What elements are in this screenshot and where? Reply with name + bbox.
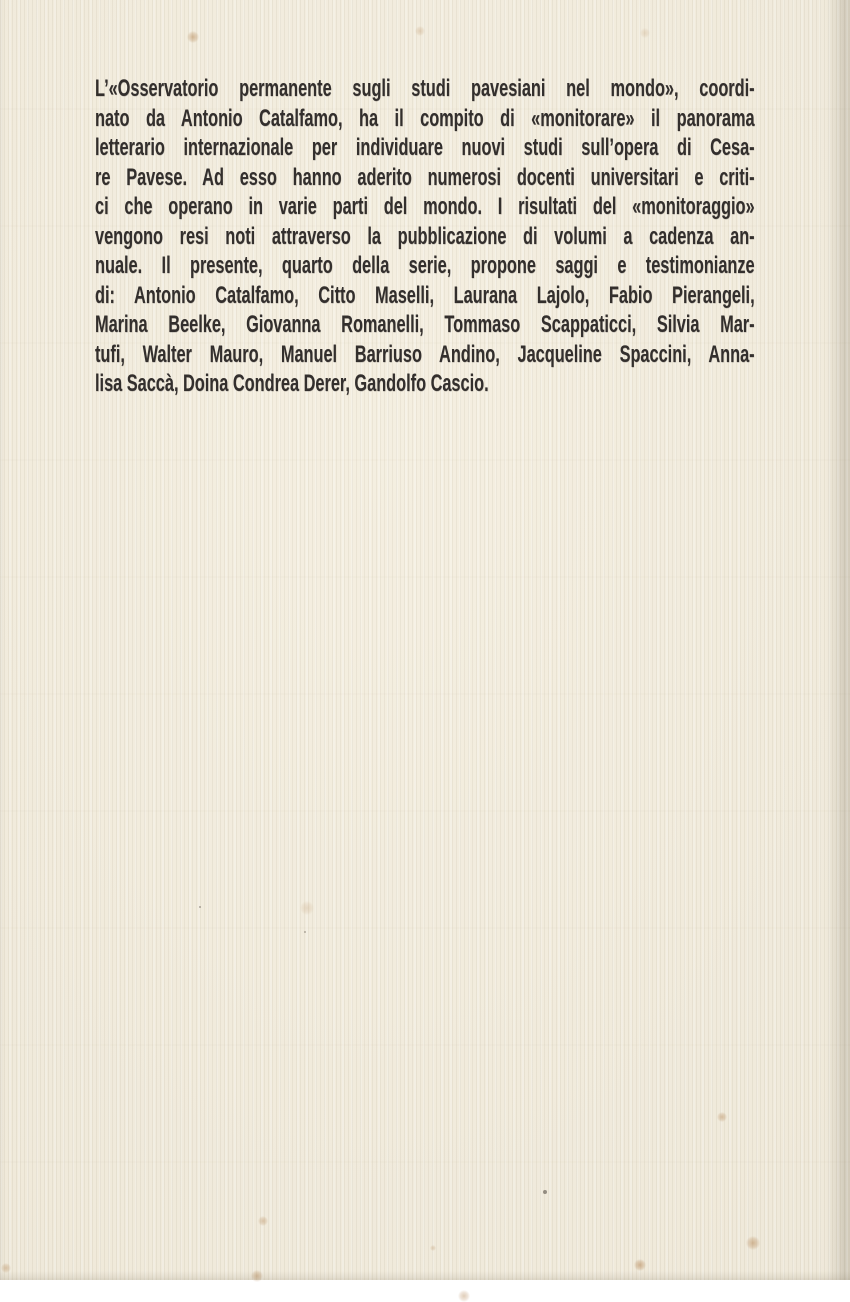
- blurb-line: vengono resi noti attraverso la pubblicazione di volumi a cadenza an-: [95, 222, 755, 250]
- blurb-line: nato da Antonio Catalfamo, ha il compito di «monitorare» il panorama: [95, 104, 755, 132]
- foxing-spot: [258, 1216, 268, 1226]
- foxing-spot: [187, 31, 199, 43]
- blurb-line: letterario internazionale per individuare nuovi studi sull’opera di Cesa-: [95, 134, 755, 161]
- foxing-spot: [640, 28, 650, 38]
- blurb-line: Marina Beelke, Giovanna Romanelli, Tommaso Scappaticci, Silvia Mar-: [95, 311, 755, 338]
- scan-edge-shadow-right: [826, 0, 850, 1280]
- foxing-spot: [300, 901, 314, 915]
- blurb-text-block: [95, 74, 755, 399]
- blurb-line: nuale. Il presente, quarto della serie, propone saggi e testimonianze: [95, 252, 755, 279]
- blurb-line: re Pavese. Ad esso hanno aderito numerosi docenti universitari e criti-: [95, 163, 755, 191]
- paper-speck: [543, 1190, 547, 1194]
- foxing-spot: [746, 1236, 760, 1250]
- foxing-spot: [415, 26, 425, 36]
- foxing-spot: [717, 1112, 727, 1122]
- blurb-line: tufi, Walter Mauro, Manuel Barriuso Andino, Jacqueline Spaccini, Anna-: [95, 340, 755, 368]
- blurb-line: ci che operano in varie parti del mondo. I risultati del «monitoraggio»: [95, 193, 755, 220]
- foxing-spot: [458, 1290, 470, 1302]
- blurb-line-last: lisa Saccà, Doina Condrea Derer, Gandolfo Cascio.: [95, 370, 489, 397]
- paper-speck: [304, 931, 306, 933]
- paper-speck: [199, 906, 201, 908]
- foxing-spot: [634, 1259, 646, 1271]
- scan-edge-shadow-left: [0, 0, 5, 1280]
- scan-edge-shadow-bottom: [0, 1271, 850, 1280]
- blurb-line: L’«Osservatorio permanente sugli studi pavesiani nel mondo», coordi-: [95, 75, 755, 102]
- foxing-spot: [430, 1245, 436, 1251]
- blurb-line: di: Antonio Catalfamo, Citto Maselli, Laurana Lajolo, Fabio Pierangeli,: [95, 281, 755, 309]
